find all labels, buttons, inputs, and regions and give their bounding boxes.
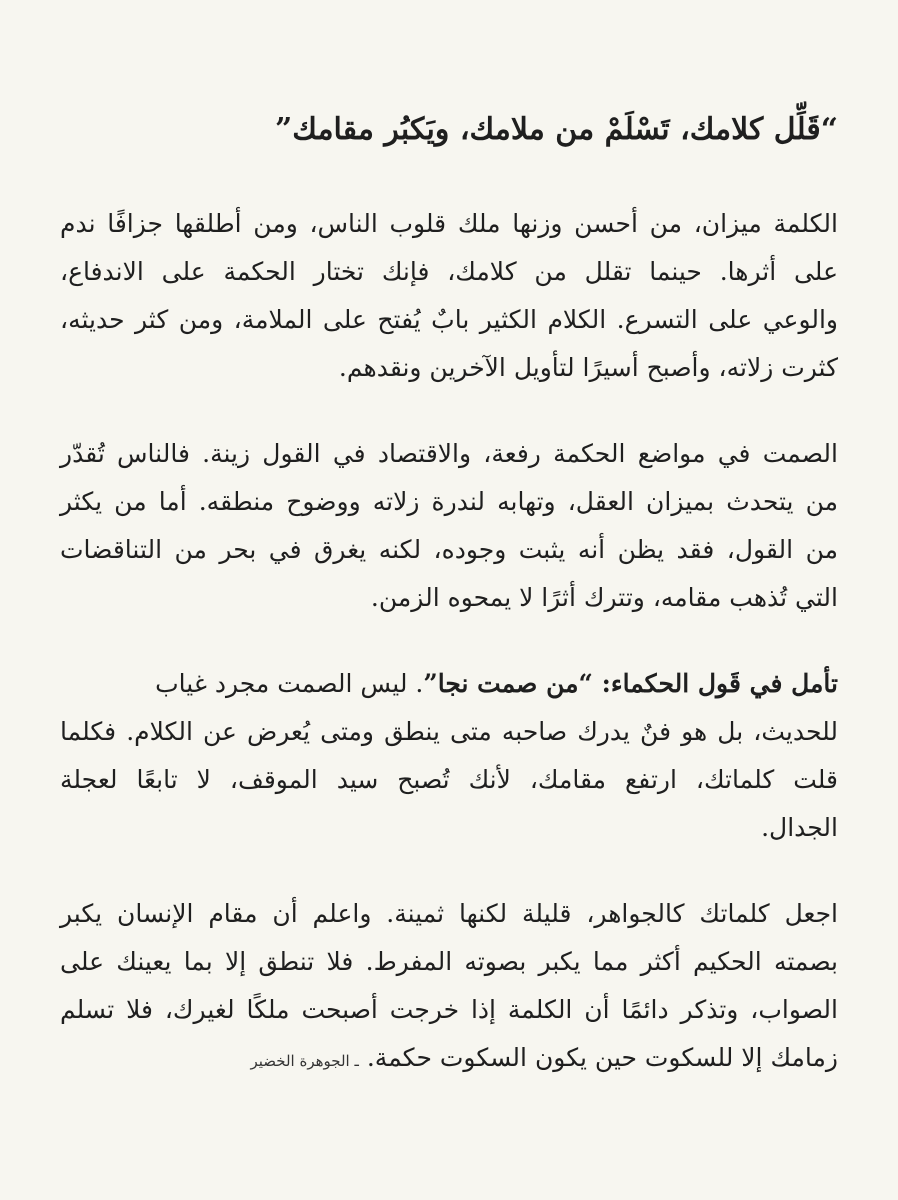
paragraph-line-rest: . ليس الصمت مجرد غياب: [155, 669, 424, 698]
paragraph-line: الجدال.: [761, 813, 838, 842]
paragraph-line: الصمت في مواضع الحكمة رفعة، والاقتصاد في القول زينة. فالناس تُقدّر: [60, 439, 838, 468]
paragraph-line: الصواب، وتذكر دائمًا أن الكلمة إذا خرجت أصبحت ملكًا لغيرك، فلا تسلم: [60, 995, 838, 1024]
paragraph-line-text: زمامك إلا للسكوت حين يكون السكوت حكمة.: [366, 1043, 838, 1072]
paragraph-3: [60, 660, 838, 852]
paragraph-line: الكلمة ميزان، من أحسن وزنها ملك قلوب الناس، ومن أطلقها جزافًا ندم: [60, 209, 838, 238]
document-title: “قَلِّل كلامك، تَسْلَمْ من ملامك، ويَكبُر مقامك”: [274, 112, 838, 147]
paragraph-line: قلت كلماتك، ارتفع مقامك، لأنك تُصبح سيد الموقف، لا تابعًا لعجلة: [60, 765, 838, 794]
paragraph-line: [60, 660, 838, 708]
paragraph-line: التي تُذهب مقامه، وتترك أثرًا لا يمحوه الزمن.: [370, 583, 838, 612]
paragraph-line: [60, 1034, 838, 1085]
paragraph-line: للحديث، بل هو فنٌ يدرك صاحبه متى ينطق ومتى يُعرض عن الكلام. فكلما: [60, 717, 838, 746]
paragraph-line: والوعي على التسرع. الكلام الكثير بابٌ يُفتح على الملامة، ومن كثر حديثه،: [60, 305, 838, 334]
paragraph-2: [60, 430, 838, 622]
paragraph-line: بصمته الحكيم أكثر مما يكبر بصوته المفرط. فلا تنطق إلا بما يعينك على: [60, 947, 838, 976]
quoted-saying: تأمل في قَول الحكماء: “من صمت نجا”: [423, 669, 838, 698]
paragraph-4: [60, 890, 838, 1085]
paragraph-1: [60, 200, 838, 392]
author-signature: ـ الجوهرة الخضير: [250, 1052, 359, 1070]
paragraph-line: من القول، فقد يظن أنه يثبت وجوده، لكنه يغرق في بحر من التناقضات: [60, 535, 838, 564]
paragraph-line: اجعل كلماتك كالجواهر، قليلة لكنها ثمينة. واعلم أن مقام الإنسان يكبر: [60, 899, 838, 928]
paragraph-line: كثرت زلاته، وأصبح أسيرًا لتأويل الآخرين ونقدهم.: [338, 353, 838, 382]
paragraph-line: من يتحدث بميزان العقل، وتهابه لندرة زلاته ووضوح منطقه. أما من يكثر: [60, 487, 838, 516]
paragraph-line: على أثرها. حينما تقلل من كلامك، فإنك تختار الحكمة على الاندفاع،: [60, 257, 838, 286]
